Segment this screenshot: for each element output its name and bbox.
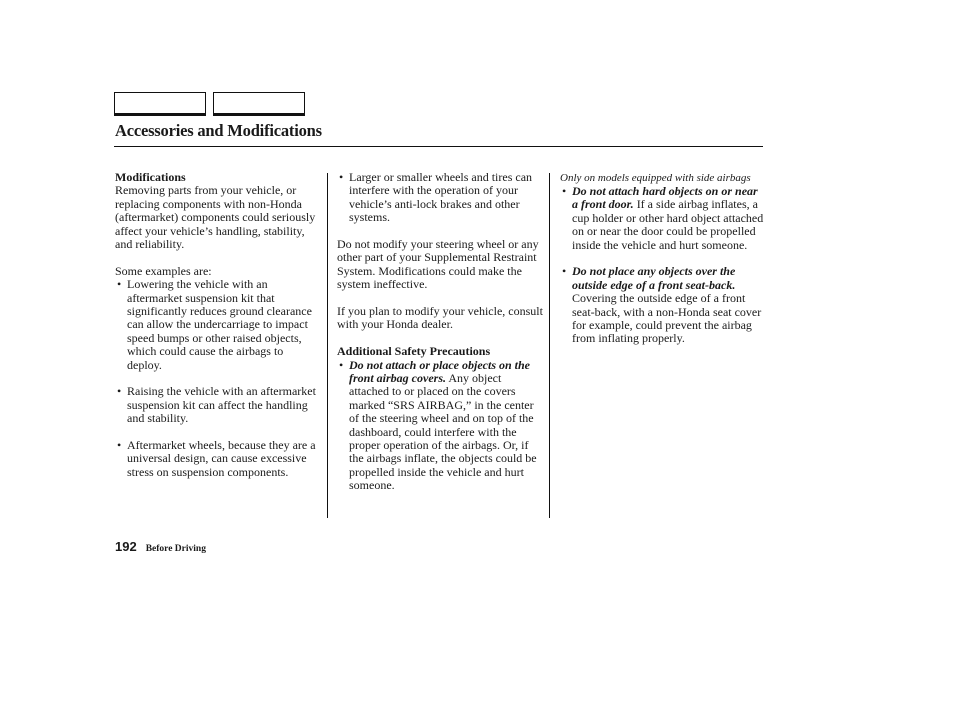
page-title: Accessories and Modifications [115,121,322,140]
warning-emphasis: Do not attach hard objects on or near a front door. [572,184,758,212]
warning-emphasis: Do not place any objects over the outside edge of a front seat-back. [572,264,736,292]
column-divider [549,173,550,518]
wheels-list [337,171,543,225]
warning-text: Any object attached to or placed on the covers marked “SRS AIRBAG,” in the center of the steering wheel and on top of the dashboard, could interfere with the proper operation of the airbags. Or, if the airbags inflate, the objects could be propelled inside the vehicle and hurt someone. [349,371,537,493]
list-item [560,265,765,345]
list-item: • Lowering the vehicle with an aftermarket suspension kit that significantly reduces ground clearance can allow the undercarriage to impact speed bumps or other raised objects, which could cause the airbags to deploy. [115,278,320,372]
page-number: 192 [115,539,137,554]
examples-list [115,278,320,479]
column-right [560,171,765,346]
list-item: • Aftermarket wheels, because they are a universal design, can cause excessive stress on suspension components. [115,439,320,479]
section-tab-left [114,92,206,116]
list-item [337,359,543,493]
steering-paragraph: Do not modify your steering wheel or any other part of your Supplemental Restraint System. Modifications could make the system ineffective. [337,237,539,292]
column-middle [337,171,543,493]
warning-emphasis: Do not attach or place objects on the front airbag covers. [349,357,530,386]
modifications-heading: Modifications [115,170,186,184]
side-airbag-note: Only on models equipped with side airbags [560,172,751,184]
title-rule [114,146,763,147]
modifications-intro: Removing parts from your vehicle, or replacing components with non-Honda (aftermarket) components could seriously affect your vehicle’s handling, stability, and reliability. [115,183,316,252]
safety-precautions-heading: Additional Safety Precautions [337,344,491,359]
list-item: • Raising the vehicle with an aftermarket suspension kit can affect the handling and stability. [115,385,320,425]
page-footer [115,538,206,556]
section-name: Before Driving [145,544,206,554]
column-left [115,171,320,479]
warning-text: If a side airbag inflates, a cup holder or other hard object attached on or near the door could be propelled inside the vehicle and hurt someone. [572,197,764,252]
examples-lead: Some examples are: [115,263,212,278]
side-airbag-list [560,185,765,346]
dealer-paragraph: If you plan to modify your vehicle, consult with your Honda dealer. [337,304,543,332]
section-tab-right [213,92,305,116]
precautions-list [337,359,543,493]
column-divider [327,173,328,518]
list-item [560,185,765,252]
list-item: • Larger or smaller wheels and tires can interfere with the operation of your vehicle’s anti-lock brakes and other systems. [337,171,543,225]
warning-text: Covering the outside edge of a front seat-back, with a non-Honda seat cover for example, could prevent the airbag from inflating properly. [572,291,762,346]
